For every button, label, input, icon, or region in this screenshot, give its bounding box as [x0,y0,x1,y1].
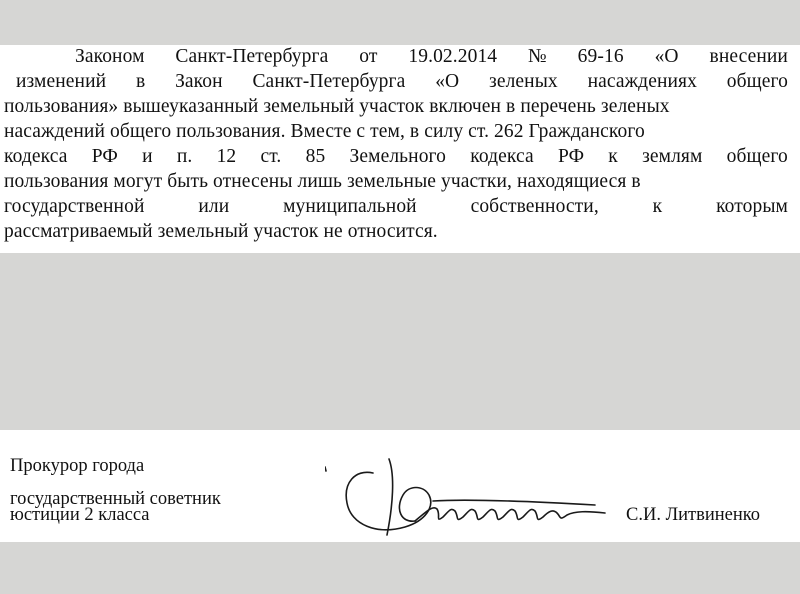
paragraph-line-5 [4,145,788,169]
position-rank-line1: государственный советник [10,489,221,509]
paragraph-word: Законом [75,46,145,67]
paragraph-word: «О [435,71,460,92]
paragraph-word: в [135,71,146,92]
paragraph-line-6: пользования могут быть отнесены лишь земельные участки, находящиеся в [4,171,641,192]
paragraph-word: 85 [305,146,326,167]
paragraph-word: к [652,196,663,217]
page-background-top [0,0,800,45]
paragraph-word: Земельного [349,146,447,167]
signatory-name: С.И. Литвиненко [626,505,761,525]
paragraph-word: насаждениях [587,71,697,92]
paragraph-word: зеленых [489,71,558,92]
handwritten-signature [325,455,625,545]
paragraph-word: изменений [16,71,107,92]
paragraph-word: кодекса [4,146,68,167]
paragraph-line-3: пользования» вышеуказанный земельный участок включен в перечень зеленых [4,96,670,117]
paragraph-line-1 [75,45,788,69]
paragraph-word: «О [654,46,679,67]
paragraph-word: собственности, [470,196,599,217]
paragraph-word: Закон [175,71,223,92]
paragraph-line-7 [4,195,788,219]
paragraph-word: общего [726,146,788,167]
paragraph-word: РФ [91,146,118,167]
paragraph-word: и [142,146,153,167]
document-paragraph-fragment [0,45,800,253]
paragraph-word: внесении [709,46,788,67]
paragraph-word: РФ [557,146,585,167]
paragraph-word: 69-16 [577,46,624,67]
paragraph-word: муниципальной [283,196,417,217]
paragraph-word: которым [716,196,788,217]
paragraph-word: от [359,46,378,67]
paragraph-line-8: рассматриваемый земельный участок не относится. [4,221,438,242]
paragraph-word: № [528,46,547,67]
paragraph-word: 12 [216,146,237,167]
paragraph-word: 19.02.2014 [408,46,498,67]
paragraph-word: ст. [260,146,282,167]
paragraph-word: кодекса [470,146,534,167]
paragraph-word: Санкт-Петербурга [175,46,329,67]
paragraph-word: общего [726,71,788,92]
paragraph-word: или [198,196,230,217]
paragraph-word: землям [642,146,703,167]
paragraph-word: государственной [4,196,145,217]
position-rank-line2: юстиции 2 класса [10,505,150,525]
paragraph-line-4: насаждений общего пользования. Вместе с тем, в силу ст. 262 Гражданского [4,121,645,142]
position-title: Прокурор города [10,456,145,476]
paragraph-word: Санкт-Петербурга [252,71,406,92]
paragraph-word: к [608,146,618,167]
paragraph-line-2 [16,70,788,94]
paragraph-word: п. [176,146,193,167]
